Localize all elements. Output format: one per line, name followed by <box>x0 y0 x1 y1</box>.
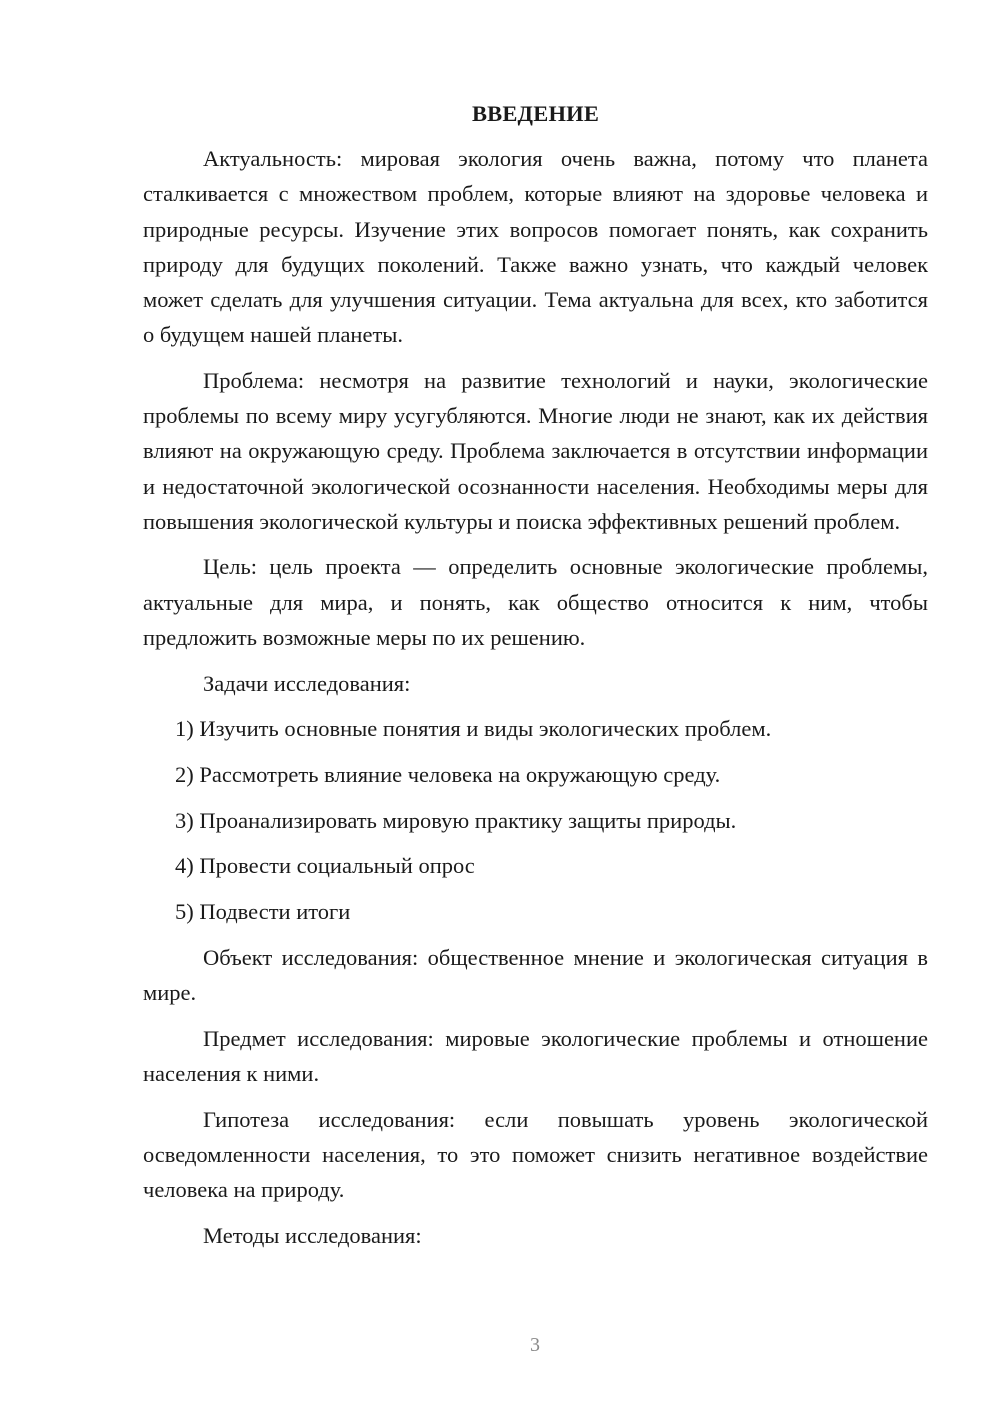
object-paragraph: Объект исследования: общественное мнение и экологическая ситуация в мире. <box>143 944 928 1005</box>
tasks-heading: Задачи исследования: <box>203 670 411 696</box>
relevance-paragraph: Актуальность: мировая экология очень важна, потому что планета сталкивается с множеством проблем, которые влияют на здоровье человека и природные ресурсы. Изучение этих вопросов помогает понять, как сохранить природу для будущих поколений. Также важно узнать, что каждый человек может сделать для улучшения ситуации. Тема актуальна для всех, кто заботится о будущем нашей планеты. <box>143 146 928 348</box>
section-title: ВВЕДЕНИЕ <box>471 101 600 126</box>
list-item: 5) Подвести итоги <box>175 899 351 925</box>
page-number: 3 <box>530 1334 540 1356</box>
list-item: 3) Проанализировать мировую практику защиты природы. <box>175 807 737 833</box>
goal-paragraph: Цель: цель проекта — определить основные экологические проблемы, актуальные для мира, и понять, как общество относится к ним, чтобы предложить возможные меры по их решению. <box>143 554 928 650</box>
list-item: 4) Провести социальный опрос <box>175 853 475 879</box>
methods-heading: Методы исследования: <box>203 1222 422 1248</box>
hypothesis-paragraph: Гипотеза исследования: если повышать уровень экологической осведомленности населения, то это поможет снизить негативное воздействие человека на природу. <box>143 1106 928 1202</box>
page-content <box>143 96 928 1263</box>
problem-paragraph: Проблема: несмотря на развитие технологий и науки, экологические проблемы по всему миру усугубляются. Многие люди не знают, как их действия влияют на окружающую среду. Проблема заключается в отсутствии информации и недостаточной экологической осознанности населения. Необходимы меры для повышения экологической культуры и поиска эффективных решений проблем. <box>143 367 928 534</box>
list-item: 2) Рассмотреть влияние человека на окружающую среду. <box>175 761 721 787</box>
list-item: 1) Изучить основные понятия и виды экологических проблем. <box>175 716 772 742</box>
subject-paragraph: Предмет исследования: мировые экологические проблемы и отношение населения к ними. <box>143 1025 928 1086</box>
tasks-list <box>143 711 928 929</box>
